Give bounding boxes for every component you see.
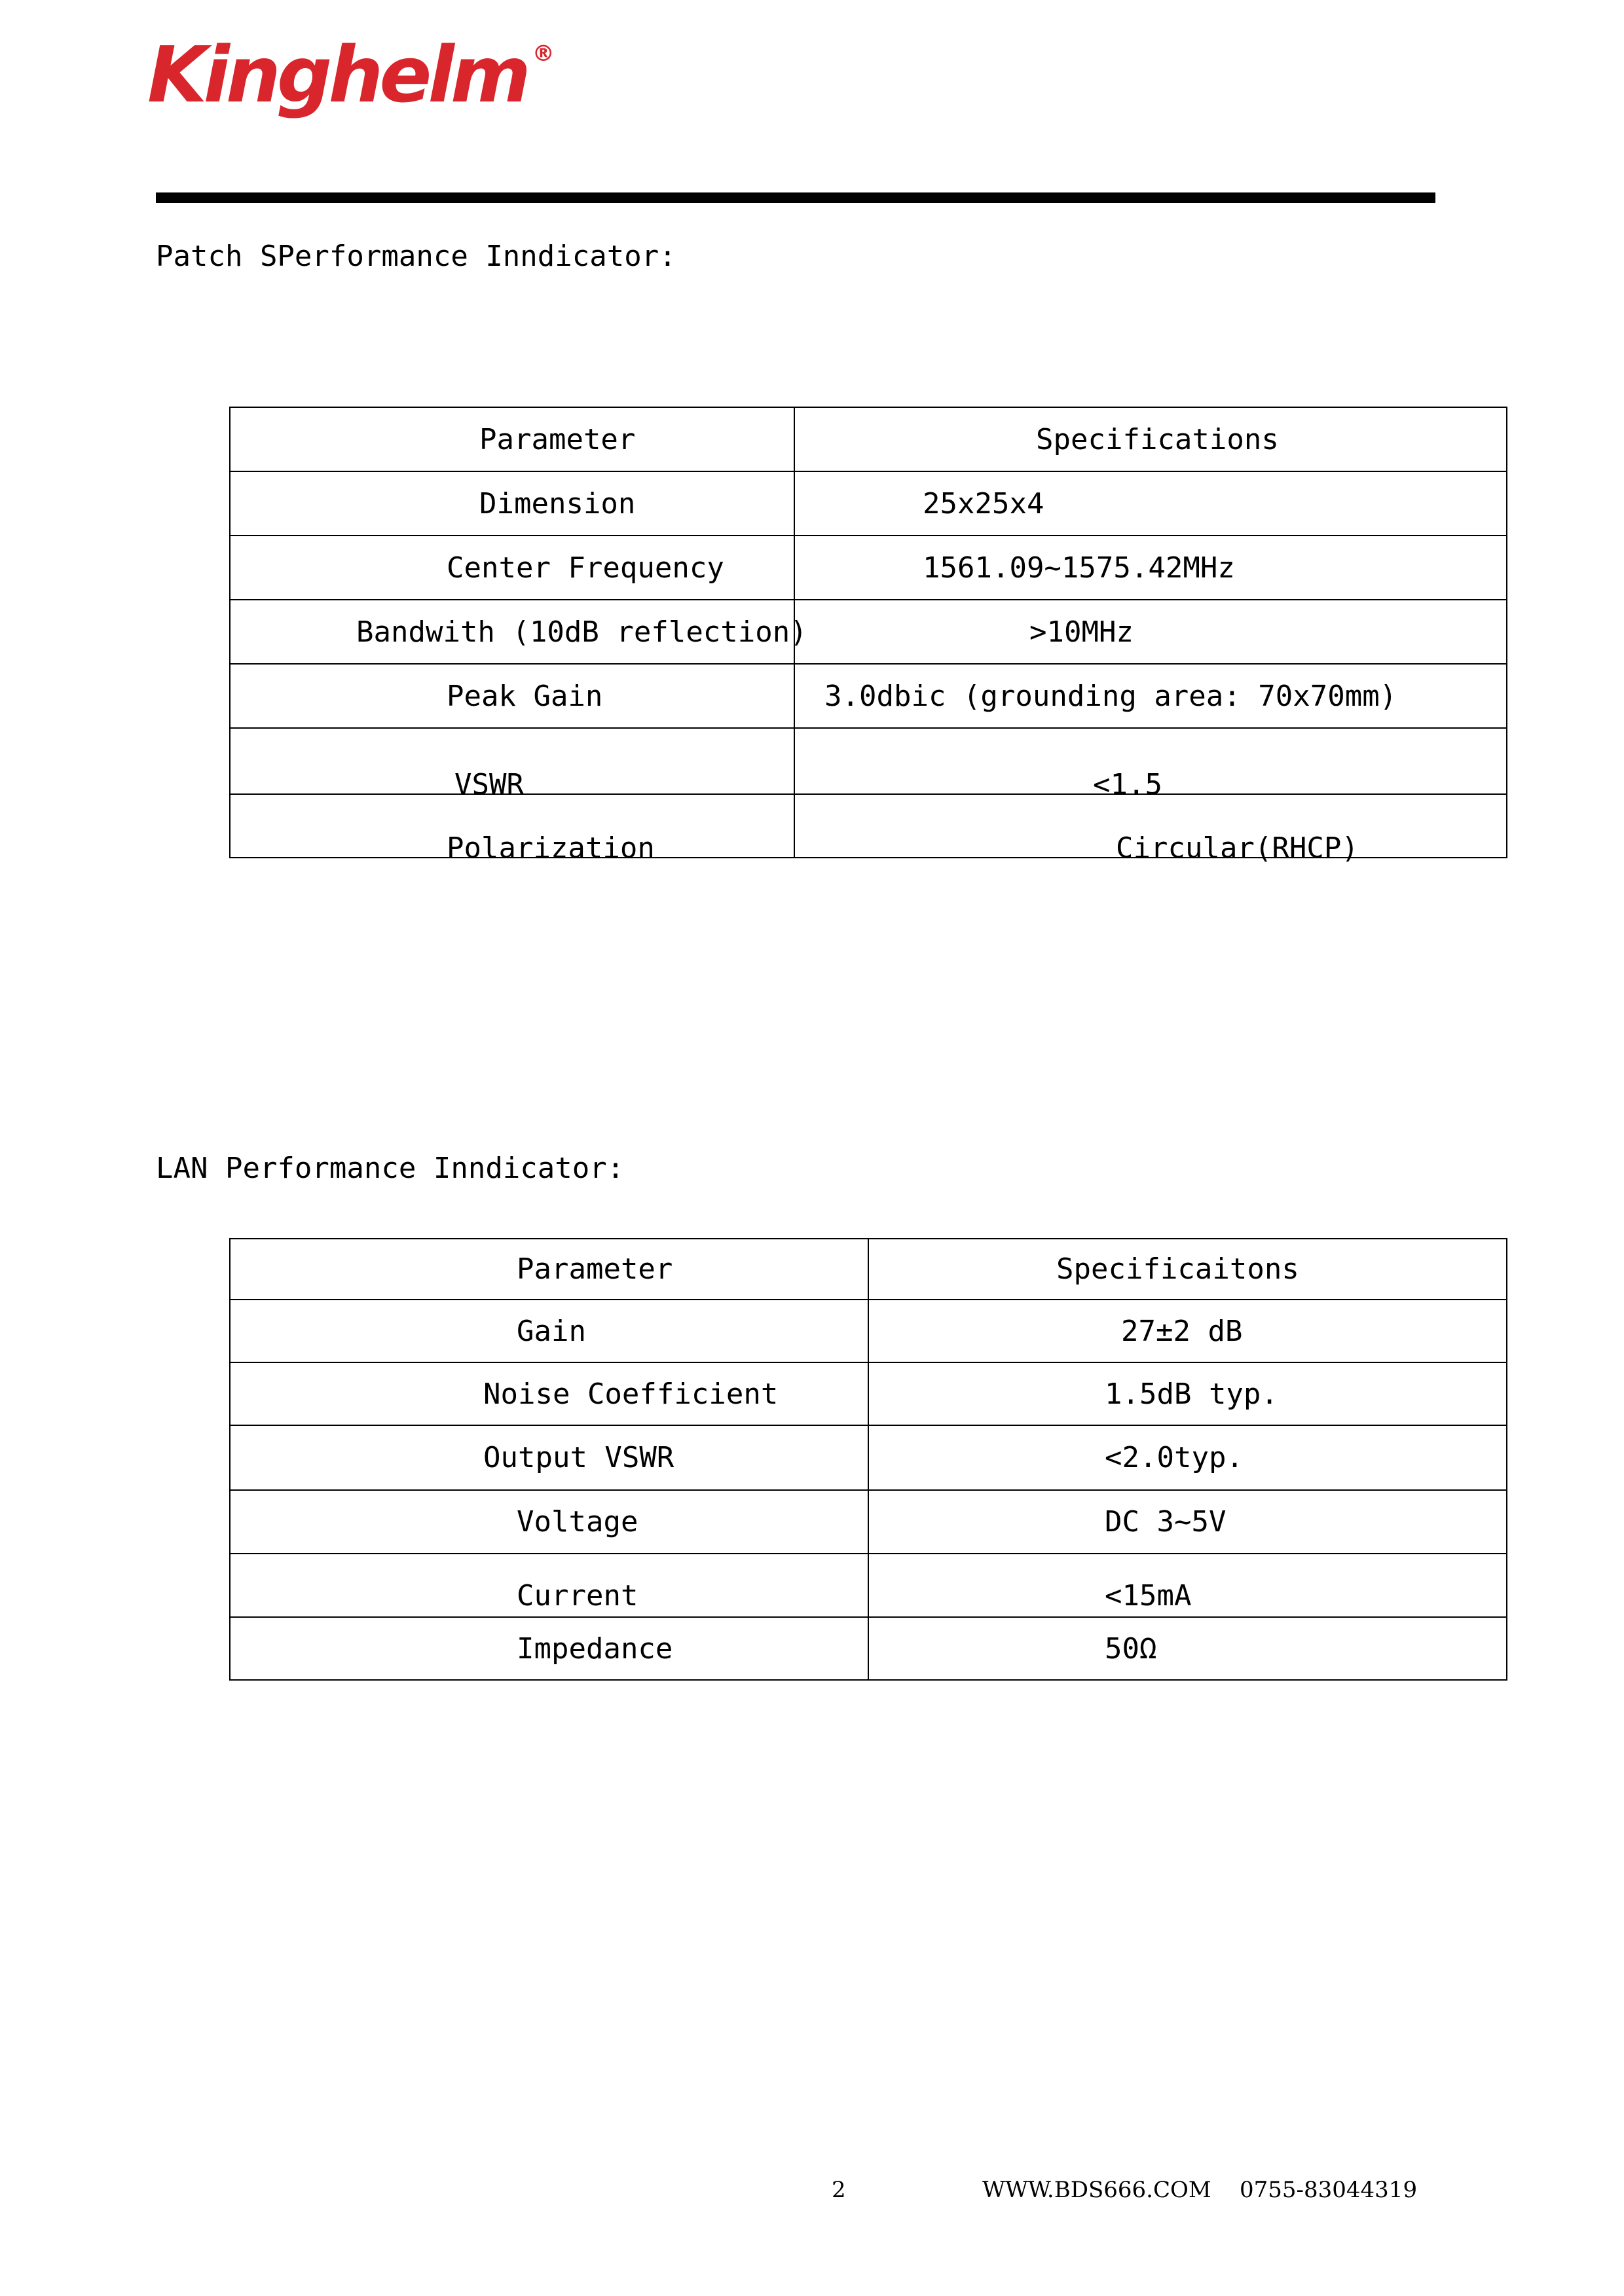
column-header-specificaitons: Specificaitons bbox=[1056, 1252, 1299, 1286]
table-row bbox=[230, 728, 1507, 794]
table-row bbox=[230, 600, 1507, 664]
table-cell bbox=[230, 1490, 868, 1554]
patch-spec-table bbox=[229, 407, 1507, 865]
param-bandwidth: Bandwith (10dB reflection) bbox=[356, 615, 807, 649]
spec-voltage: DC 3~5V bbox=[1105, 1505, 1227, 1539]
table-row bbox=[230, 536, 1507, 600]
param-current: Current bbox=[517, 1579, 638, 1613]
column-header-parameter: Parameter bbox=[517, 1252, 673, 1286]
table-cell bbox=[794, 536, 1507, 600]
table-cell bbox=[868, 1362, 1507, 1425]
page-number: 2 bbox=[832, 2177, 846, 2203]
table-row bbox=[230, 1554, 1507, 1617]
table-cell bbox=[868, 1300, 1507, 1362]
table-cell bbox=[230, 1425, 868, 1490]
param-peak-gain: Peak Gain bbox=[447, 679, 603, 713]
registered-mark: ® bbox=[532, 41, 555, 67]
table-row bbox=[230, 1425, 1507, 1490]
spec-noise-coefficient: 1.5dB typ. bbox=[1105, 1377, 1278, 1411]
spec-bandwidth: >10MHz bbox=[1029, 615, 1134, 649]
table-cell bbox=[868, 1425, 1507, 1490]
table-row bbox=[230, 1300, 1507, 1362]
spec-peak-gain: 3.0dbic (grounding area: 70x70mm) bbox=[824, 679, 1397, 713]
spec-polarization: Circular(RHCP) bbox=[1116, 831, 1359, 865]
footer-website: WWW.BDS666.COM bbox=[982, 2177, 1211, 2203]
table-header-row bbox=[230, 1239, 1507, 1300]
table-row bbox=[230, 794, 1507, 858]
table-cell bbox=[230, 794, 794, 865]
table-cell bbox=[868, 1490, 1507, 1554]
table-cell bbox=[230, 664, 794, 728]
footer-phone: 0755-83044319 bbox=[1240, 2177, 1418, 2203]
spec-output-vswr: <2.0typ. bbox=[1105, 1441, 1244, 1474]
param-voltage: Voltage bbox=[517, 1505, 638, 1539]
table-cell bbox=[230, 471, 794, 536]
param-gain: Gain bbox=[517, 1314, 586, 1348]
spec-dimension: 25x25x4 bbox=[923, 486, 1044, 520]
table-cell bbox=[230, 1300, 868, 1362]
table-cell bbox=[230, 600, 807, 664]
table-cell bbox=[794, 728, 1507, 801]
kinghelm-logo bbox=[147, 29, 555, 120]
table-cell bbox=[794, 407, 1507, 471]
lan-spec-table bbox=[229, 1238, 1507, 1681]
table-row bbox=[230, 471, 1507, 536]
patch-heading: Patch SPerformance Inndicator: bbox=[156, 240, 676, 273]
table-cell bbox=[230, 1554, 868, 1617]
param-impedance: Impedance bbox=[517, 1631, 673, 1666]
spec-current: <15mA bbox=[1105, 1579, 1192, 1613]
table-cell bbox=[868, 1617, 1507, 1680]
table-cell bbox=[230, 728, 794, 801]
table-cell bbox=[230, 1239, 868, 1300]
header-rule bbox=[156, 192, 1435, 203]
param-polarization: Polarization bbox=[447, 831, 655, 865]
spec-vswr: <1.5 bbox=[1093, 768, 1162, 801]
table-cell bbox=[794, 664, 1507, 728]
spec-center-frequency: 1561.09~1575.42MHz bbox=[923, 551, 1235, 585]
table-cell bbox=[794, 471, 1507, 536]
table-row bbox=[230, 1490, 1507, 1554]
column-header-parameter: Parameter bbox=[479, 422, 636, 456]
table-cell bbox=[230, 407, 794, 471]
lan-heading: LAN Performance Inndicator: bbox=[156, 1152, 625, 1185]
param-dimension: Dimension bbox=[479, 486, 636, 520]
table-cell bbox=[230, 1617, 868, 1680]
table-row bbox=[230, 664, 1507, 728]
param-center-frequency: Center Frequency bbox=[447, 551, 724, 585]
table-cell bbox=[868, 1554, 1507, 1617]
table-cell bbox=[794, 794, 1507, 865]
table-header-row bbox=[230, 407, 1507, 471]
param-noise-coefficient: Noise Coefficient bbox=[483, 1377, 779, 1411]
table-row bbox=[230, 1362, 1507, 1425]
column-header-specifications: Specifications bbox=[1036, 422, 1279, 456]
table-cell bbox=[230, 536, 794, 600]
spec-gain: 27±2 dB bbox=[1121, 1314, 1243, 1348]
spec-impedance: 50Ω bbox=[1105, 1631, 1157, 1666]
param-output-vswr: Output VSWR bbox=[483, 1441, 674, 1474]
table-cell bbox=[230, 1362, 868, 1425]
logo-text: Kinghelm bbox=[147, 29, 527, 120]
table-cell bbox=[794, 600, 1507, 664]
param-vswr: VSWR bbox=[454, 768, 524, 801]
table-cell bbox=[868, 1239, 1507, 1300]
table-row bbox=[230, 1617, 1507, 1680]
